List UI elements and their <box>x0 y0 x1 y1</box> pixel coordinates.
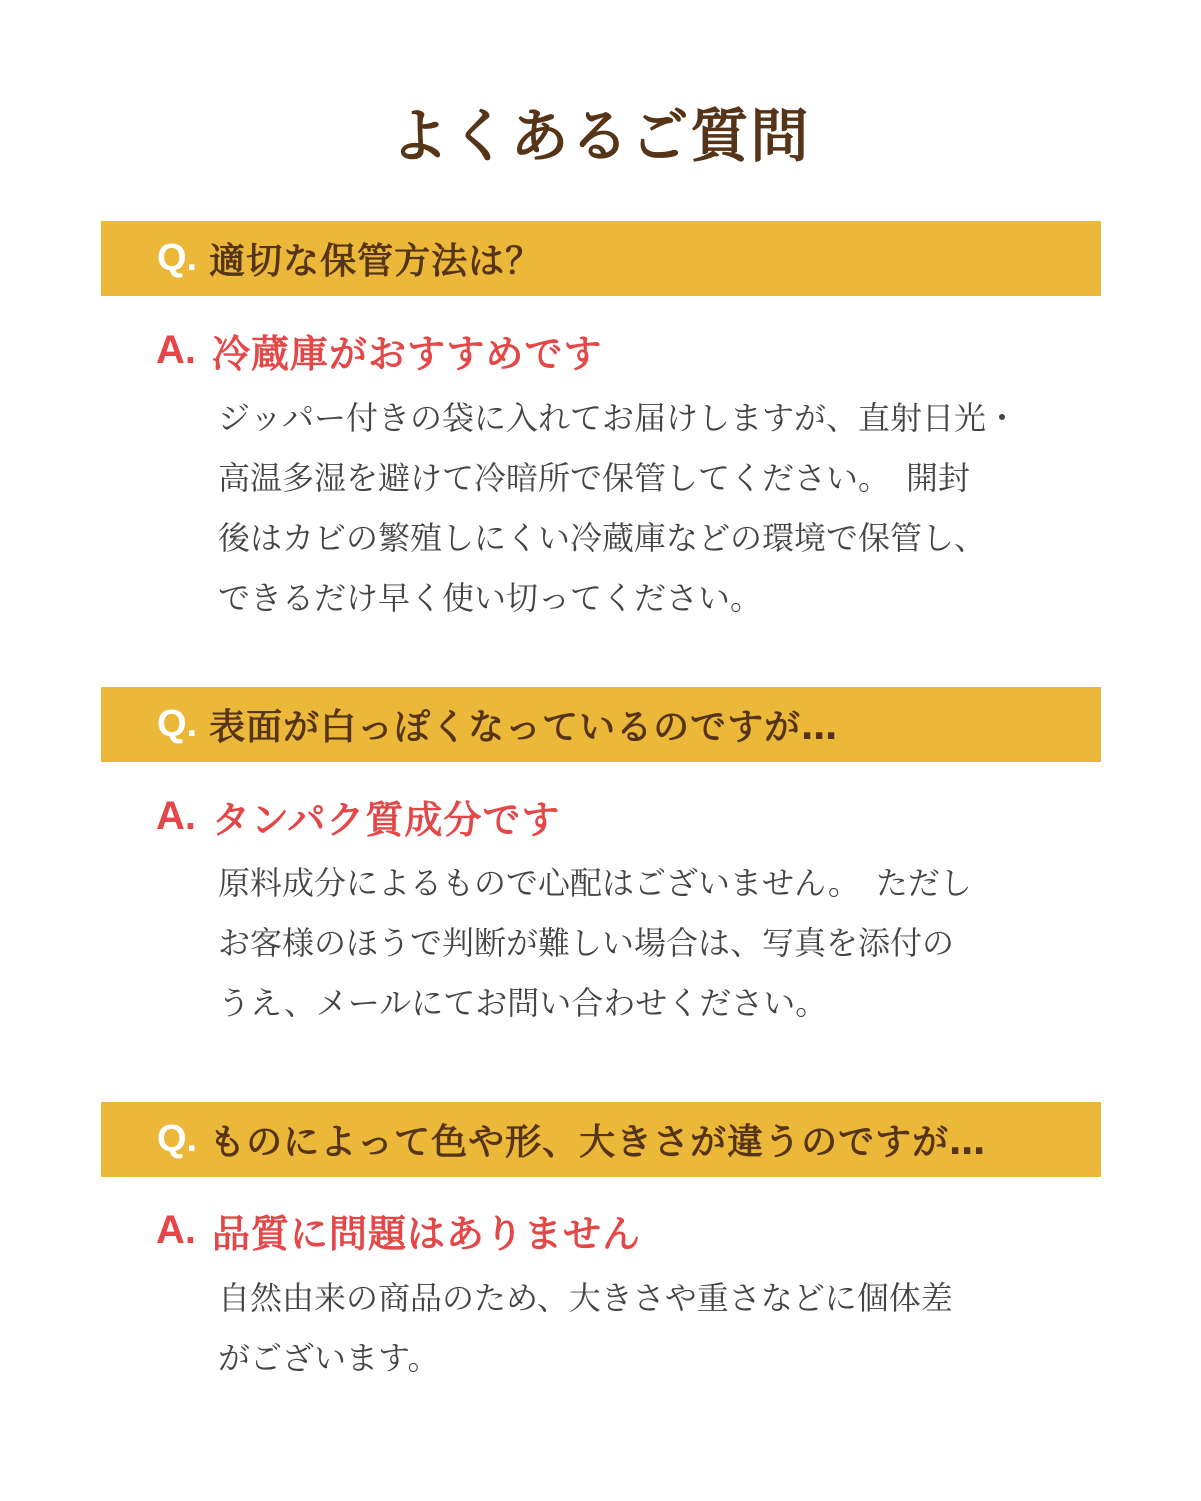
answer-line: できるだけ早く使い切ってください。 <box>218 579 763 617</box>
answer-title: タンパク質成分です <box>212 797 561 842</box>
answer-line: うえ、メールにてお問い合わせください。 <box>218 984 828 1022</box>
answer-title: 品質に問題はありません <box>212 1211 642 1256</box>
faq-question-bar <box>101 687 1101 762</box>
answer-mark-label: A. <box>156 793 196 838</box>
question-text: 表面が白っぽくなっているのですが… <box>209 707 839 748</box>
answer-body <box>218 388 1078 628</box>
answer-line: 原料成分によるもので心配はございません。 ただし <box>218 864 972 902</box>
answer-line: がございます。 <box>218 1339 440 1377</box>
answer-line: 高温多湿を避けて冷暗所で保管してください。 開封 <box>218 459 971 497</box>
question-mark-label: Q. <box>157 1118 198 1160</box>
answer-line: ジッパー付きの袋に入れてお届けしますが、直射日光・ <box>218 399 1019 437</box>
answer-line: 自然由来の商品のため、大きさや重さなどに個体差 <box>218 1279 953 1317</box>
answer-heading <box>156 786 560 846</box>
faq-question-bar <box>101 221 1101 296</box>
answer-mark-label: A. <box>156 1207 196 1252</box>
question-mark-label: Q. <box>157 237 198 279</box>
answer-line: お客様のほうで判断が難しい場合は、写真を添付の <box>218 924 955 962</box>
answer-body <box>218 853 1078 1033</box>
answer-heading <box>156 320 602 380</box>
page-title: よくあるご質問 <box>390 102 811 170</box>
answer-body <box>218 1268 1078 1388</box>
answer-mark-label: A. <box>156 327 196 372</box>
faq-question-bar <box>101 1102 1101 1177</box>
question-mark-label: Q. <box>157 703 198 745</box>
answer-line: 後はカビの繁殖しにくい冷蔵庫などの環境で保管し、 <box>218 519 987 557</box>
question-text: ものによって色や形、大きさが違うのですが… <box>209 1122 987 1163</box>
answer-heading <box>156 1200 641 1260</box>
answer-title: 冷蔵庫がおすすめです <box>212 331 603 376</box>
question-text: 適切な保管方法は？ <box>209 241 543 282</box>
